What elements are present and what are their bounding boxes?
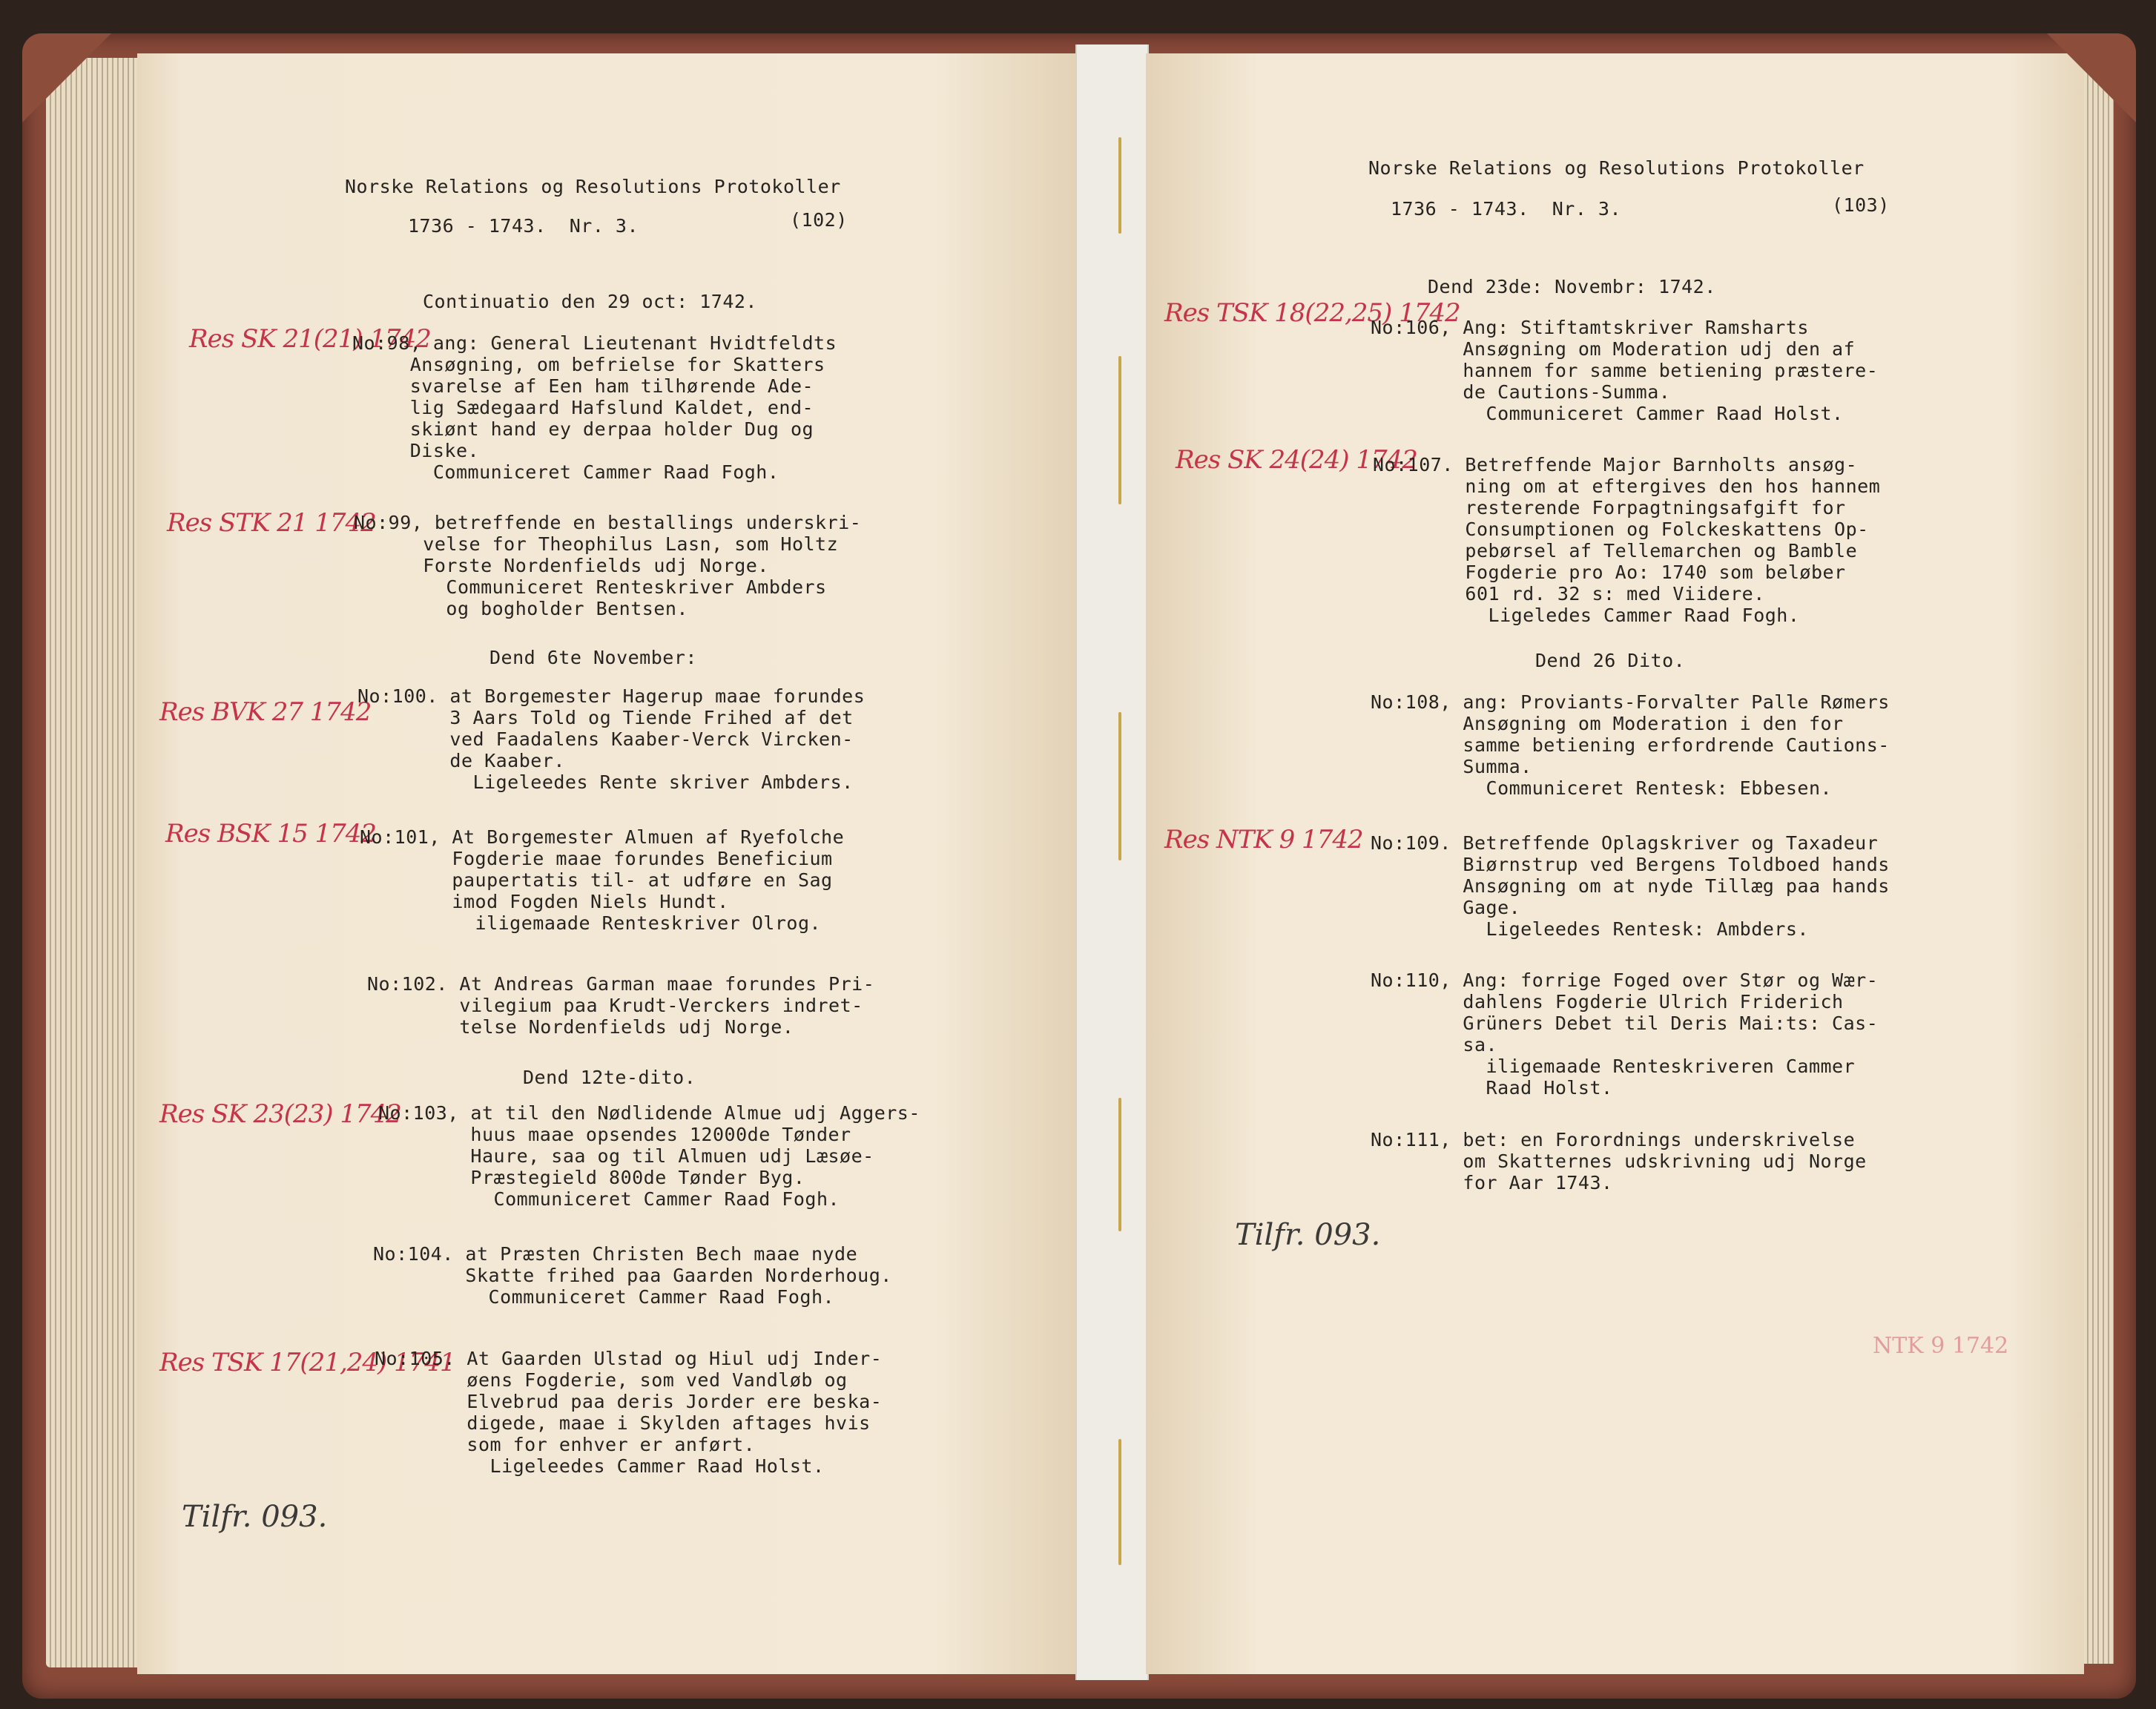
entry-108: No:108, ang: Proviants-Forvalter Palle Rømers Ansøgning om Moderation i den for samme betiening erfordrende Cautions- Summa. Communiceret Rentesk: Ebbesen.: [1371, 691, 1890, 799]
entry-111: No:111, bet: en Forordnings underskrivelse om Skatternes udskrivning udj Norge for Aar 1743.: [1371, 1129, 1867, 1193]
pencil-annotation: Tilfr. 093.: [1235, 1218, 1381, 1252]
page-edges-left: [46, 58, 142, 1667]
margin-note: Res BSK 15 1742: [165, 819, 377, 849]
left-header-years: 1736 - 1743. Nr. 3.: [408, 215, 639, 237]
entry-104: No:104. at Præsten Christen Bech maae nyde Skatte frihed paa Gaarden Norderhoug. Communiceret Cammer Raad Fogh.: [373, 1243, 892, 1308]
entry-99: No:99, betreffende en bestallings underskri- velse for Theophilus Lasn, som Holtz Forste Nordenfields udj Norge. Communiceret Renteskriver Ambders og bogholder Bentsen.: [354, 512, 862, 619]
right-page-number: (103): [1832, 194, 1890, 216]
binding-stitch: [1118, 1439, 1121, 1565]
entry-106: No:106, Ang: Stiftamtskriver Ramsharts Ansøgning om Moderation udj den af hannem for samme betiening præstere- de Cautions-Summa. Communiceret Cammer Raad Holst.: [1371, 317, 1879, 424]
left-section-title: Continuatio den 29 oct: 1742.: [423, 291, 757, 312]
margin-note: Res STK 21 1742: [167, 508, 376, 538]
right-section-title: Dend 23de: Novembr: 1742.: [1428, 276, 1716, 297]
left-page-number: (102): [790, 209, 848, 231]
entry-98: No:98, ang: General Lieutenant Hvidtfeldts Ansøgning, om befrielse for Skatters svarelse af Een ham tilhørende Ade- lig Sædegaard Hafslund Kaldet, end- skiønt hand ey derpaa holder Dug og Diske. Communiceret Cammer Raad Fogh.: [352, 332, 837, 483]
entry-102: No:102. At Andreas Garman maae forundes Pri- vilegium paa Krudt-Verckers indret- telse Nordenfields udj Norge.: [367, 973, 875, 1038]
entry-109: No:109. Betreffende Oplagskriver og Taxadeur Biørnstrup ved Bergens Toldboed hands Ansøgning om at nyde Tillæg paa hands Gage. Ligeleedes Rentesk: Ambders.: [1371, 832, 1890, 940]
left-header-title: Norske Relations og Resolutions Protokoller: [345, 176, 841, 197]
left-section-title: Dend 6te November:: [489, 647, 697, 668]
faint-margin-note: NTK 9 1742: [1873, 1333, 2009, 1359]
margin-note: Res SK 23(23) 1742: [159, 1099, 401, 1129]
right-header-years: 1736 - 1743. Nr. 3.: [1391, 198, 1622, 220]
entry-103: No:103, at til den Nødlidende Almue udj Aggers- huus maae opsendes 12000de Tønder Haure, saa og til Almuen udj Læsøe- Præstegield 800de Tønder Byg. Communiceret Cammer Raad Fogh.: [378, 1102, 920, 1210]
entry-107: No:107. Betreffende Major Barnholts ansøg- ning om at eftergives den hos hannem resterende Forpagtningsafgift for Consumptionen og Folckeskattens Op- pebørsel af Tellemarchen og Bamble Fogderie pro Ao: 1740 som beløber 601 rd. 32 s: med Viidere. Ligeledes Cammer Raad Fogh.: [1373, 454, 1881, 626]
binding-stitch: [1118, 137, 1121, 234]
right-page: [1146, 53, 2084, 1674]
entry-100: No:100. at Borgemester Hagerup maae forundes 3 Aars Told og Tiende Frihed af det ved Faadalens Kaaber-Verck Vircken- de Kaaber. Ligeleedes Rente skriver Ambders.: [357, 685, 866, 793]
binding-stitch: [1118, 1098, 1121, 1231]
binding-stitch: [1118, 712, 1121, 860]
entry-105: No:105. At Gaarden Ulstad og Hiul udj Inder- øens Fogderie, som ved Vandløb og Elvebrud paa deris Jorder ere beska- digede, maae i Skylden aftages hvis som for enhver er anført. Ligeleedes Cammer Raad Holst.: [375, 1348, 883, 1477]
margin-note: Res BVK 27 1742: [159, 697, 372, 727]
entry-101: No:101, At Borgemester Almuen af Ryefolche Fogderie maae forundes Beneficium paupertatis til- at udføre en Sag imod Fogden Niels Hundt. iligemaade Renteskriver Olrog.: [360, 826, 845, 934]
entry-110: No:110, Ang: forrige Foged over Stør og Wær- dahlens Fogderie Ulrich Friderich Grüners Debet til Deris Mai:ts: Cas- sa. iligemaade Renteskriveren Cammer Raad Holst.: [1371, 969, 1879, 1099]
margin-note: Res SK 21(21) 1742: [189, 324, 431, 354]
binding-gutter: [1075, 45, 1149, 1680]
pencil-annotation: Tilfr. 093.: [182, 1500, 328, 1534]
margin-note: Res NTK 9 1742: [1164, 825, 1363, 854]
left-section-title: Dend 12te-dito.: [523, 1067, 696, 1088]
right-section-title: Dend 26 Dito.: [1535, 650, 1686, 671]
margin-note: Res TSK 17(21,24) 1741: [159, 1348, 455, 1377]
margin-note: Res SK 24(24) 1742: [1176, 445, 1417, 475]
right-header-title: Norske Relations og Resolutions Protokoller: [1368, 157, 1865, 179]
left-page: [137, 53, 1075, 1674]
margin-note: Res TSK 18(22,25) 1742: [1164, 298, 1460, 328]
binding-stitch: [1118, 356, 1121, 504]
